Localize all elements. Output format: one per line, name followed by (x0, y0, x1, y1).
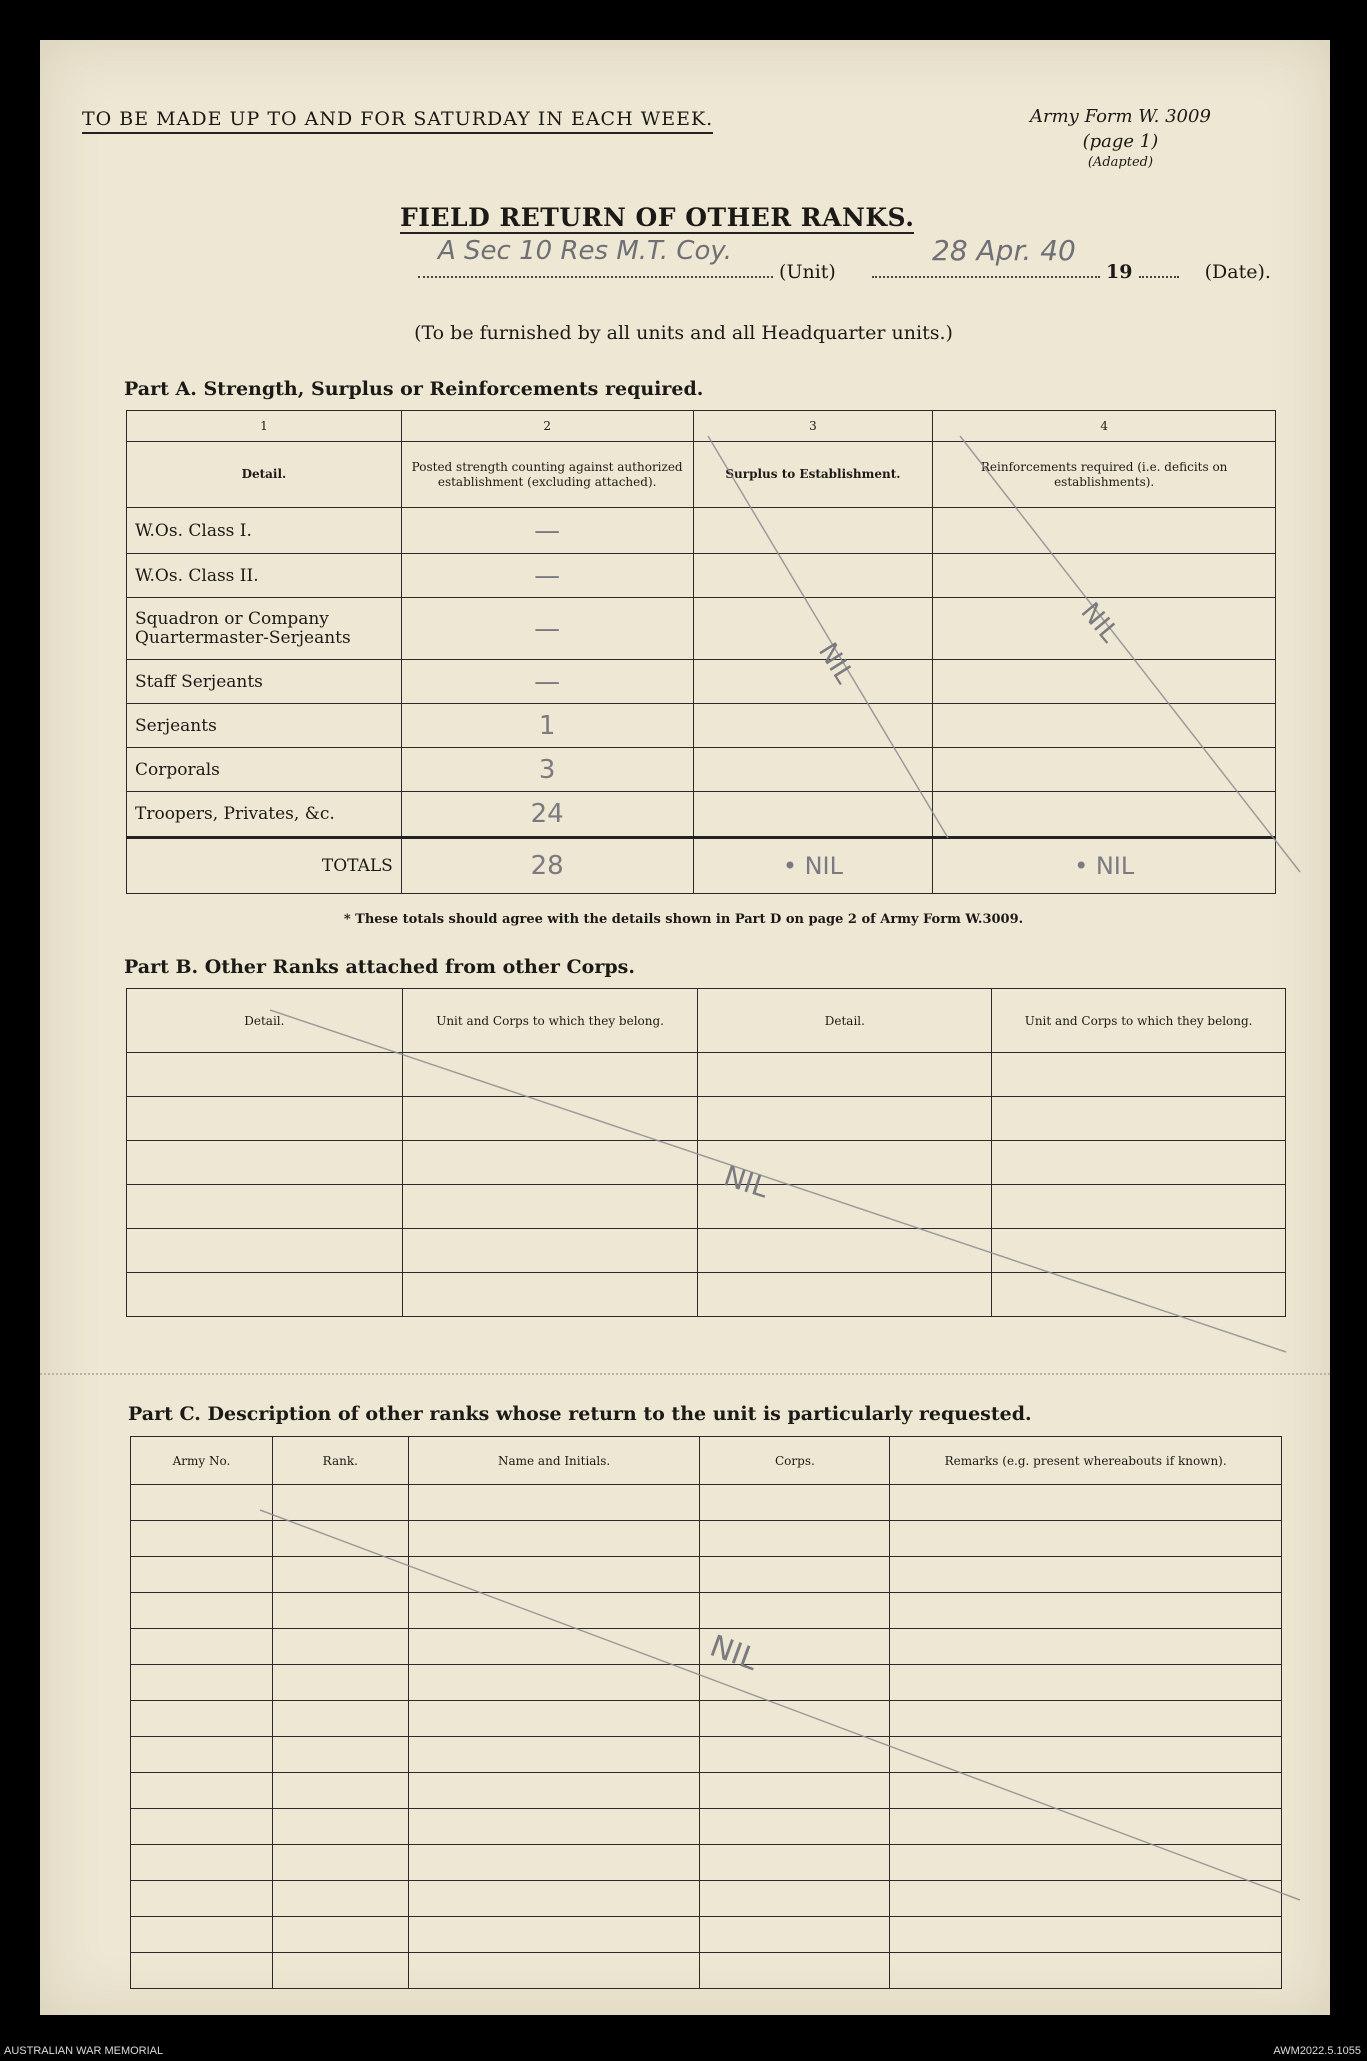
page-indicator: (page 1) (1082, 131, 1159, 153)
instruction-line: TO BE MADE UP TO AND FOR SATURDAY IN EACH WEEK. (82, 108, 713, 134)
unit-handwritten: A Sec 10 Res M.T. Coy. (438, 236, 733, 266)
row-detail: Troopers, Privates, &c. (127, 792, 402, 838)
col-number: 1 (127, 411, 402, 442)
row-detail: Corporals (127, 748, 402, 792)
part-b-heading: Part B. Other Ranks attached from other Corps. (124, 956, 635, 978)
col-header-detail: Detail. (698, 989, 992, 1053)
row-detail: Staff Serjeants (127, 660, 402, 704)
row-detail: W.Os. Class II. (127, 554, 402, 598)
reinforcements-nil-mark: NIL (1074, 597, 1125, 649)
form-name: Army Form W. 3009 (1030, 106, 1211, 127)
col-number: 3 (693, 411, 933, 442)
year-prefix: 19 (1106, 261, 1133, 283)
part-b-nil-mark: NIL (719, 1159, 773, 1205)
part-c-nil-mark: NIL (705, 1628, 763, 1678)
furnish-note: (To be furnished by all units and all Headquarter units.) (414, 322, 953, 344)
col-number: 4 (933, 411, 1276, 442)
part-a-heading: Part A. Strength, Surplus or Reinforcements required. (124, 378, 704, 400)
posted-value: — (401, 554, 693, 598)
col-header-unit-corps: Unit and Corps to which they belong. (402, 989, 698, 1053)
posted-value: — (401, 660, 693, 704)
unit-label: (Unit) (779, 261, 836, 283)
col-header-unit-corps: Unit and Corps to which they belong. (992, 989, 1286, 1053)
part-c-heading: Part C. Description of other ranks whose return to the unit is particularly requested. (128, 1403, 1032, 1425)
col-header-detail: Detail. (127, 989, 403, 1053)
col-header-surplus: Surplus to Establishment. (693, 442, 933, 508)
col-header-remarks: Remarks (e.g. present whereabouts if known). (890, 1437, 1282, 1485)
surplus-nil-mark: NIL (812, 637, 860, 689)
posted-value: — (401, 598, 693, 660)
date-label: (Date). (1204, 261, 1271, 283)
col-header-name: Name and Initials. (408, 1437, 700, 1485)
col-header-corps: Corps. (700, 1437, 890, 1485)
archive-id: AWM2022.5.1055 (1273, 2045, 1361, 2057)
row-detail: W.Os. Class I. (127, 508, 402, 554)
page-title: FIELD RETURN OF OTHER RANKS. (400, 203, 915, 232)
posted-value: — (401, 508, 693, 554)
date-handwritten: 28 Apr. 40 (932, 234, 1076, 267)
row-detail: Squadron or Company Quartermaster-Serjeants (127, 598, 402, 660)
posted-value: 3 (401, 748, 693, 792)
col-header-army-no: Army No. (131, 1437, 273, 1485)
totals-posted: 28 (401, 838, 693, 894)
posted-value: 24 (401, 792, 693, 838)
col-number: 2 (401, 411, 693, 442)
posted-value: 1 (401, 704, 693, 748)
totals-label: TOTALS (127, 838, 402, 894)
adapted-label: (Adapted) (1087, 155, 1154, 171)
row-detail: Serjeants (127, 704, 402, 748)
col-header-reinforcements: Reinforcements required (i.e. deficits on establishments). (933, 442, 1276, 508)
col-header-rank: Rank. (272, 1437, 408, 1485)
totals-surplus: • NIL (693, 838, 933, 894)
col-header-posted: Posted strength counting against authorized establishment (excluding attached). (401, 442, 693, 508)
col-header-detail: Detail. (127, 442, 402, 508)
archive-credit: AUSTRALIAN WAR MEMORIAL (4, 2045, 164, 2057)
part-a-footnote: * These totals should agree with the details shown in Part D on page 2 of Army Form W.3009. (343, 912, 1024, 927)
totals-reinforcements: • NIL (933, 838, 1276, 894)
